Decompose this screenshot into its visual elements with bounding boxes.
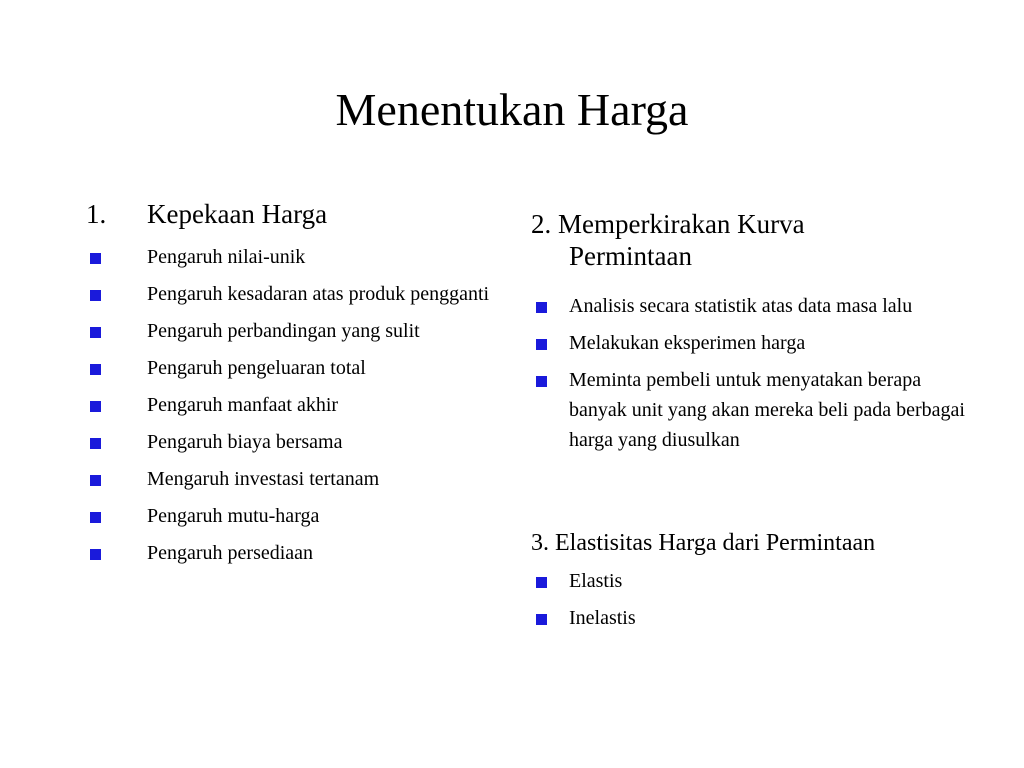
- section-3-heading: [531, 527, 875, 559]
- list-item: Pengaruh persediaan: [86, 538, 489, 568]
- section-1-list: [86, 242, 489, 575]
- list-item: Pengaruh perbandingan yang sulit: [86, 316, 489, 346]
- list-item: Pengaruh kesadaran atas produk pengganti: [86, 279, 489, 309]
- section-2-title-line1: 2. Memperkirakan Kurva: [531, 209, 805, 239]
- list-item: Mengaruh investasi tertanam: [86, 464, 489, 494]
- section-1-title: Kepekaan Harga: [147, 199, 328, 229]
- list-item: Elastis: [531, 566, 636, 596]
- square-bullet-icon: [90, 438, 101, 449]
- section-2-heading: [531, 208, 805, 272]
- list-item: Melakukan eksperimen harga: [531, 328, 971, 358]
- list-item: Pengaruh biaya bersama: [86, 427, 489, 457]
- square-bullet-icon: [536, 577, 547, 588]
- section-2-title-line2: Permintaan: [569, 241, 692, 271]
- square-bullet-icon: [90, 253, 101, 264]
- square-bullet-icon: [90, 364, 101, 375]
- square-bullet-icon: [536, 339, 547, 350]
- slide-title: Menentukan Harga: [335, 84, 689, 135]
- square-bullet-icon: [90, 512, 101, 523]
- list-item: Pengaruh nilai-unik: [86, 242, 489, 272]
- list-item: Pengaruh manfaat akhir: [86, 390, 489, 420]
- square-bullet-icon: [90, 401, 101, 412]
- list-item: Pengaruh pengeluaran total: [86, 353, 489, 383]
- section-3-title: 3. Elastisitas Harga dari Permintaan: [531, 530, 876, 556]
- section-2-list: [531, 291, 971, 462]
- list-item: Meminta pembeli untuk menyatakan berapa banyak unit yang akan mereka beli pada berbagai harga yang diusulkan: [531, 365, 971, 455]
- section-3-list: [531, 566, 636, 640]
- square-bullet-icon: [90, 290, 101, 301]
- list-item: Inelastis: [531, 603, 636, 633]
- square-bullet-icon: [536, 614, 547, 625]
- square-bullet-icon: [90, 549, 101, 560]
- square-bullet-icon: [536, 376, 547, 387]
- square-bullet-icon: [536, 302, 547, 313]
- square-bullet-icon: [90, 475, 101, 486]
- square-bullet-icon: [90, 327, 101, 338]
- list-item: Pengaruh mutu-harga: [86, 501, 489, 531]
- list-item: Analisis secara statistik atas data masa lalu: [531, 291, 971, 321]
- section-1-number: 1.: [86, 199, 107, 229]
